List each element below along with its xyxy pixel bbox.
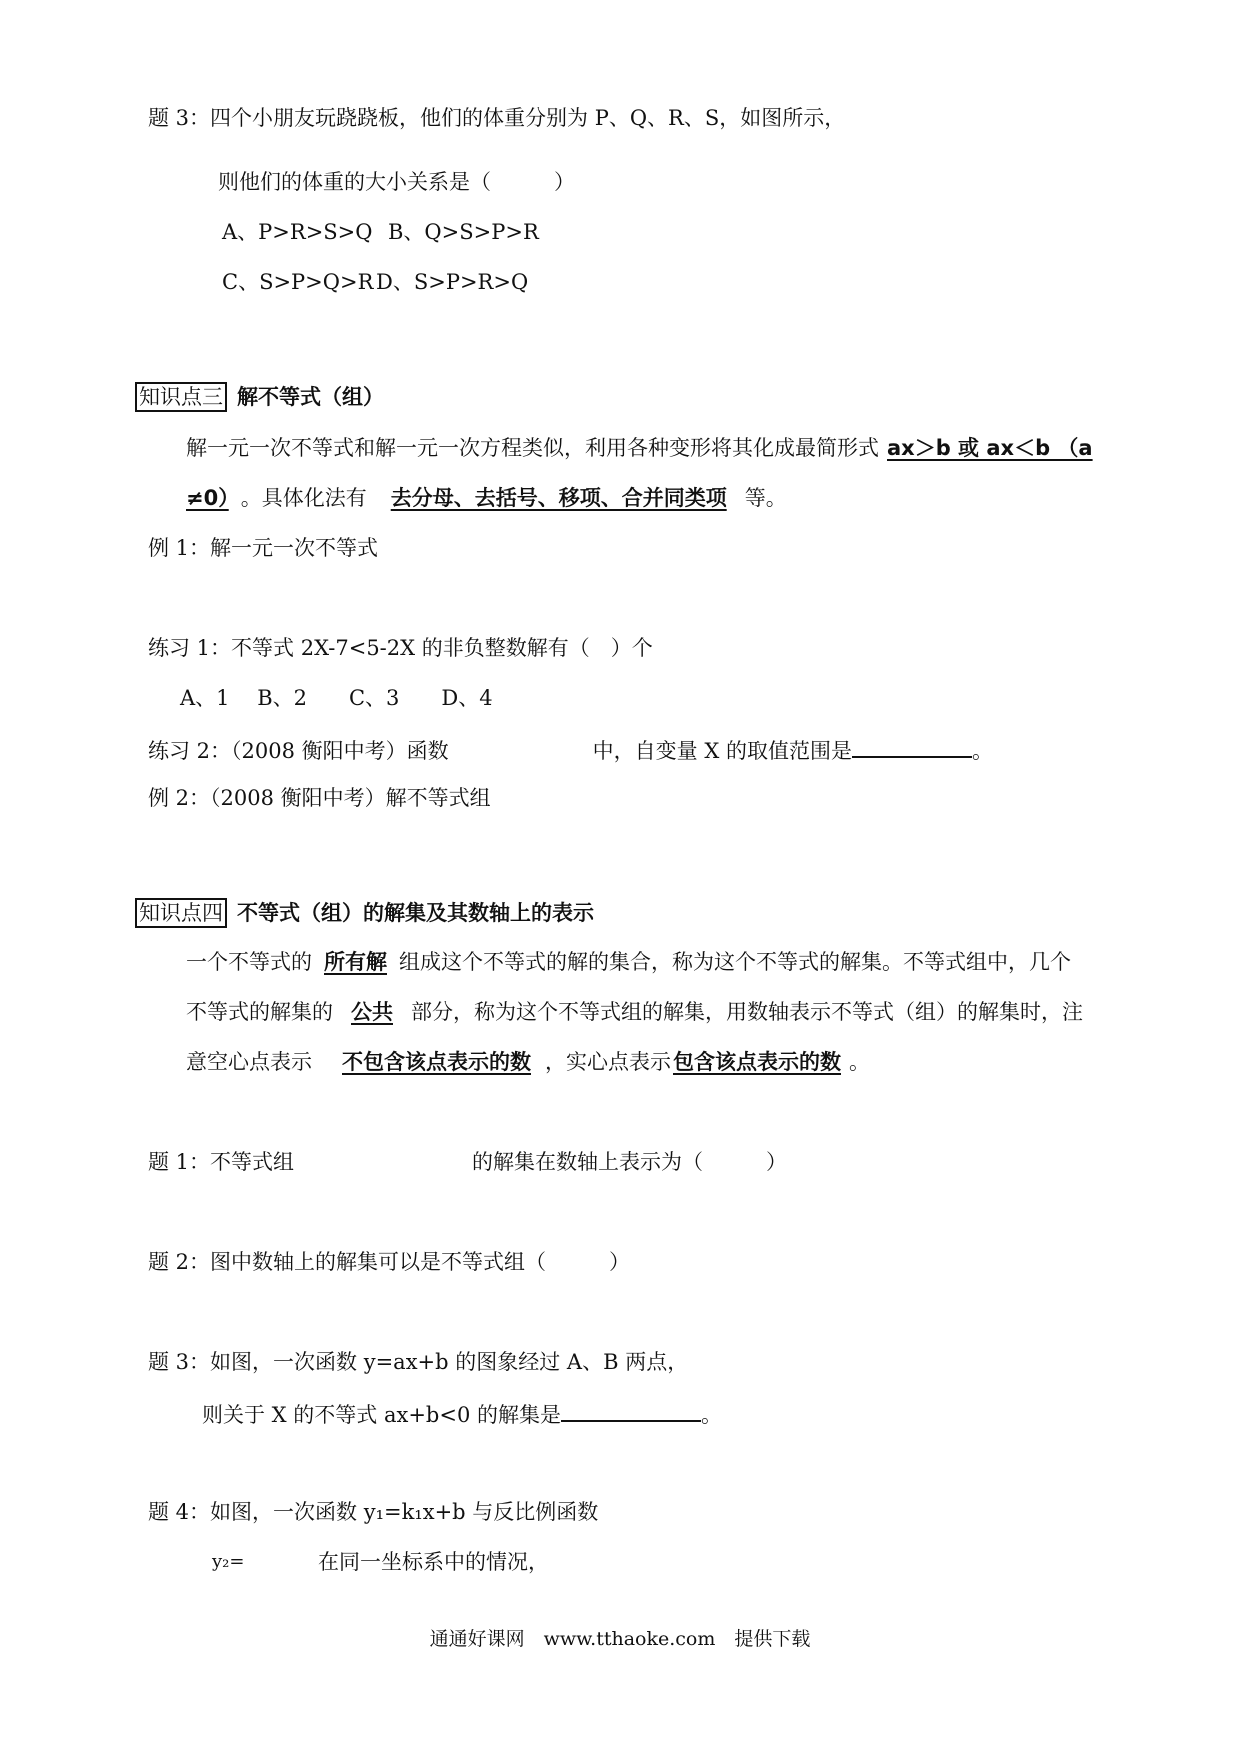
kp3-practice2: [148, 734, 993, 765]
kp3-p1-text: 解一元一次不等式和解一元一次方程类似，利用各种变形将其化成最简形式: [186, 436, 879, 460]
q3-option-b: B、Q>S>P>R: [388, 220, 539, 244]
kp3-label-box: 知识点三: [135, 382, 227, 412]
kp4-t3-answer-blank[interactable]: [561, 1398, 701, 1422]
kp3-para-line2: [186, 484, 787, 512]
kp4-l2-end: 部分，称为这个不等式组的解集，用数轴表示不等式（组）的解集时，注: [411, 1000, 1083, 1024]
kp4-task4-y2: y₂=: [212, 1551, 245, 1572]
kp4-t3-pre: 则关于 X 的不等式 ax+b<0 的解集是: [202, 1403, 562, 1427]
kp3-para-line1: [186, 434, 1093, 462]
kp4-l1-end: 组成这个不等式的解的集合，称为这个不等式的解集。不等式组中，几个: [399, 950, 1071, 974]
kp4-l2-pre: 不等式的解集的: [186, 1000, 333, 1024]
q3-line1: 题 3：四个小朋友玩跷跷板，他们的体重分别为 P、Q、R、S，如图所示，: [148, 106, 846, 130]
kp3-title: 解不等式（组）: [237, 385, 384, 409]
kp4-label-box: 知识点四: [135, 898, 227, 928]
q3-line2: 则他们的体重的大小关系是（ ）: [218, 170, 575, 194]
kp3-example1: 例 1：解一元一次不等式: [148, 536, 379, 560]
kp3-p2-end: 等。: [744, 486, 787, 510]
kp3-p2-fill2: 去分母、去括号、移项、合并同类项: [390, 486, 727, 510]
kp4-line1: [186, 948, 1071, 976]
kp3-pr2-mid: 中，自变量 X 的取值范围是: [592, 739, 852, 763]
kp4-l3-fill: 不包含该点表示的数: [342, 1050, 531, 1074]
kp4-task4-line1: 题 4：如图，一次函数 y₁=k₁x+b 与反比例函数: [148, 1500, 599, 1524]
kp4-l1-fill: 所有解: [324, 950, 387, 974]
kp3-example2: 例 2：（2008 衡阳中考）解不等式组: [148, 786, 491, 810]
kp3-heading: [135, 382, 384, 412]
kp3-p2-fill: ≠0）: [186, 486, 229, 510]
kp3-pr2-answer-blank[interactable]: [852, 734, 972, 758]
q3-option-d: D、S>P>R>Q: [376, 270, 529, 294]
kp4-l3-end: 。: [849, 1050, 870, 1074]
kp3-p1-fill: ax＞b 或 ax＜b （a: [887, 436, 1093, 460]
kp4-l3-fill2: 包含该点表示的数: [673, 1050, 841, 1074]
kp4-task3-line1: 题 3：如图，一次函数 y=ax+b 的图象经过 A、B 两点，: [148, 1350, 689, 1374]
q3-option-a: A、P>R>S>Q: [222, 220, 373, 244]
page-footer: 通通好课网 www.tthaoke.com 提供下载: [429, 1628, 811, 1650]
kp4-t1-end: 的解集在数轴上表示为（ ）: [472, 1150, 788, 1174]
kp3-pr2-pre: 练习 2：（2008 衡阳中考）函数: [148, 739, 449, 763]
kp3-practice1-options: A、1 B、2 C、3 D、4: [180, 686, 493, 710]
kp4-heading: [135, 898, 594, 928]
kp4-line3: [186, 1048, 870, 1076]
kp4-task3-line2: [202, 1398, 722, 1429]
kp3-p2-mid: 。具体化法有: [240, 486, 367, 510]
kp4-l2-fill: 公共: [351, 1000, 393, 1024]
kp4-l1-pre: 一个不等式的: [186, 950, 312, 974]
kp4-t1-pre: 题 1：不等式组: [148, 1150, 295, 1174]
kp4-task4-line2: 在同一坐标系中的情况，: [318, 1550, 549, 1574]
kp3-pr2-end: 。: [971, 739, 993, 763]
kp4-title: 不等式（组）的解集及其数轴上的表示: [237, 901, 594, 925]
kp4-l3-mid: ，实心点表示: [545, 1050, 671, 1074]
kp4-t3-end: 。: [701, 1403, 723, 1427]
kp4-task2: 题 2：图中数轴上的解集可以是不等式组（ ）: [148, 1250, 631, 1274]
q3-option-c: C、S>P>Q>R: [222, 270, 374, 294]
kp4-task1: [148, 1148, 787, 1176]
kp3-practice1: 练习 1：不等式 2X-7<5-2X 的非负整数解有（ ）个: [148, 636, 653, 660]
kp4-l3-pre: 意空心点表示: [186, 1050, 312, 1074]
kp4-line2: [186, 998, 1083, 1026]
